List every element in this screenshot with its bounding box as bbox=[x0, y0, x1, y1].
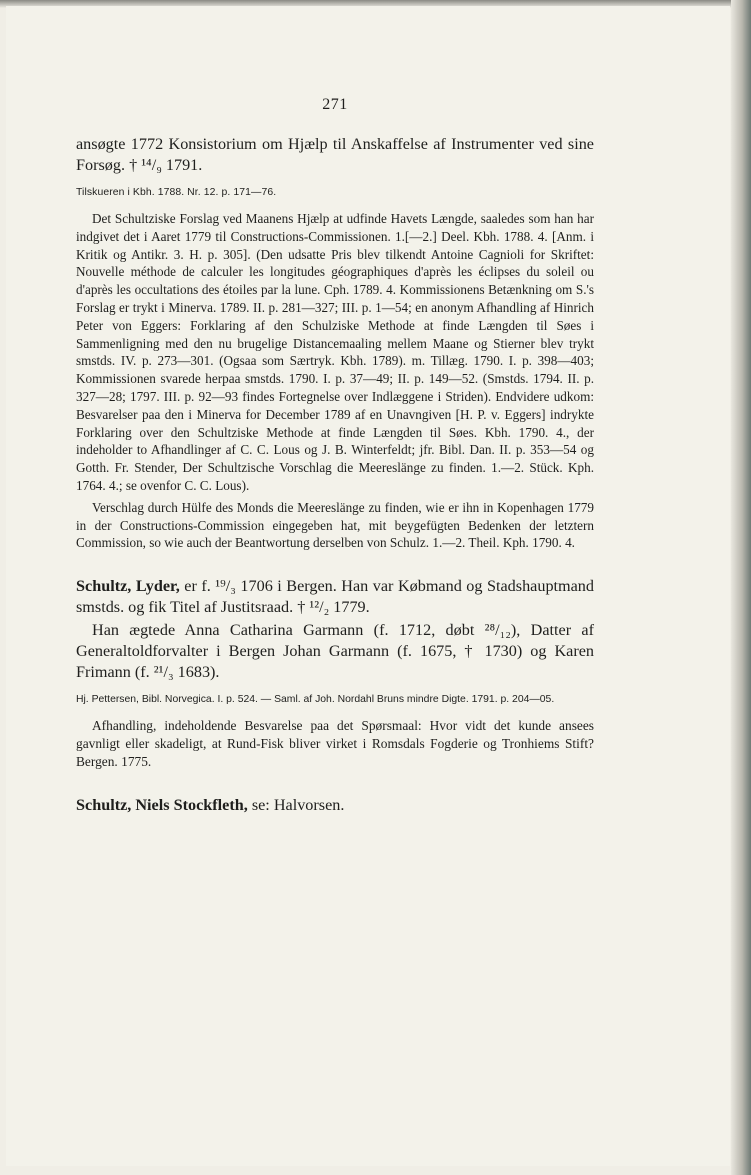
bibliographic-reference-2: Hj. Pettersen, Bibl. Norvegica. I. p. 524. — Saml. af Joh. Nordahl Bruns mindre Digte. 1791. p. 204—05. bbox=[76, 694, 555, 706]
entry-heading-niels-schultz bbox=[76, 795, 594, 816]
entry-name-2: Schultz, Niels Stockfleth, bbox=[76, 795, 248, 814]
work-description-2: Afhandling, indeholdende Besvarelse paa det Spørsmaal: Hvor vidt det kunde ansees gavnligt eller skadeligt, at Rund-Fisk bliver virket i Romsdals Fogderie og Tronhiems Stift? Bergen. 1775. bbox=[76, 718, 594, 769]
work-description: Det Schultziske Forslag ved Maanens Hjælp at udfinde Havets Længde, saaledes som han har indgivet det i Aaret 1779 til Constructions-Commissionen. 1.[—2.] Deel. Kbh. 1788. 4. [Anm. i Kritik og Antikr. 3. H. p. 305]. (Den udsatte Pris blev tilkendt Antoine Cagnioli for Skriftet: Nouvelle méthode de calculer les longitudes géographiques d'après les éclipses du soleil ou d'après les occultations des étoiles par la lune. Cph. 1789. 4. Kommissionens Betænkning om S.'s Forslag er trykt i Minerva. 1789. II. p. 281—327; III. p. 1—54; en anonym Afhandling af Hinrich Peter von Eggers: Forklaring af den Schulziske Methode at finde Længden til Søes i Sammenligning med den nu brugelige Distancemaaling mellem Maane og Stierner blev trykt smstds. IV. p. 273—301. (Ogsaa som Særtryk. Kbh. 1789). m. Tillæg. 1790. I. p. 398—403; Kommissionen svarede herpaa smstds. 1790. I. p. 37—49; II. p. 149—52. (Smstds. 1794. II. p. 327—28; 1797. III. p. 92—93 findes Fortegnelse over Indlæggene i Striden). Endvidere udkom: Besvarelser paa den i Minerva for December 1789 af en Unavngiven [H. P. v. Eggers] indrykte Forklaring over den Schultziske Methode at finde Længden til Søes. Kbh. 1790. 4., der indeholder to Afhandlinger af C. C. Lous og J. B. Winterfeldt; jfr. Bibl. Dan. II. p. 353—54 og Gotth. Fr. Stender, Der Schultzische Vorschlag die Meereslänge zu finden. 1.—2. Stück. Kph. 1764. 4.; se ovenfor C. C. Lous). bbox=[76, 211, 594, 493]
entry-biography: er f. ¹⁹/₃ 1706 i Bergen. Han var Købmand og Stadshauptmand smstds. og fik Titel af Justitsraad. † ¹²/₂ 1779. bbox=[76, 577, 594, 617]
book-page bbox=[6, 6, 730, 1166]
entry-marriage: Han ægtede Anna Catharina Garmann (f. 1712, døbt ²⁸/₁₂), Datter af Generaltoldforvalter i Bergen Johan Garmann (f. 1675, † 1730) og Karen Frimann (f. ²¹/₃ 1683). bbox=[76, 621, 594, 682]
entry-name: Schultz, Lyder, bbox=[76, 577, 180, 596]
work-description-german: Verschlag durch Hülfe des Monds die Meereslänge zu finden, wie er ihn in Kopenhagen 1779 in der Constructions-Commission eingegeben hat, mit beygefügten Bedenken der letztern Commission, so wie auch der Beantwortung derselben von Schulz. 1.—2. Theil. Kph. 1790. 4. bbox=[76, 499, 594, 551]
page-content bbox=[76, 96, 594, 816]
book-spine-edge bbox=[731, 0, 751, 1175]
bibliographic-reference: Tilskueren i Kbh. 1788. Nr. 12. p. 171—76. bbox=[76, 187, 277, 198]
cross-reference: se: Halvorsen. bbox=[251, 795, 345, 814]
entry-heading-lyder-schultz bbox=[76, 576, 594, 618]
page-number: 271 bbox=[322, 96, 348, 113]
entry-continuation: ansøgte 1772 Konsistorium om Hjælp til Anskaffelse af Instrumenter ved sine Forsøg. † ¹⁴/₉ 1791. bbox=[76, 135, 594, 174]
